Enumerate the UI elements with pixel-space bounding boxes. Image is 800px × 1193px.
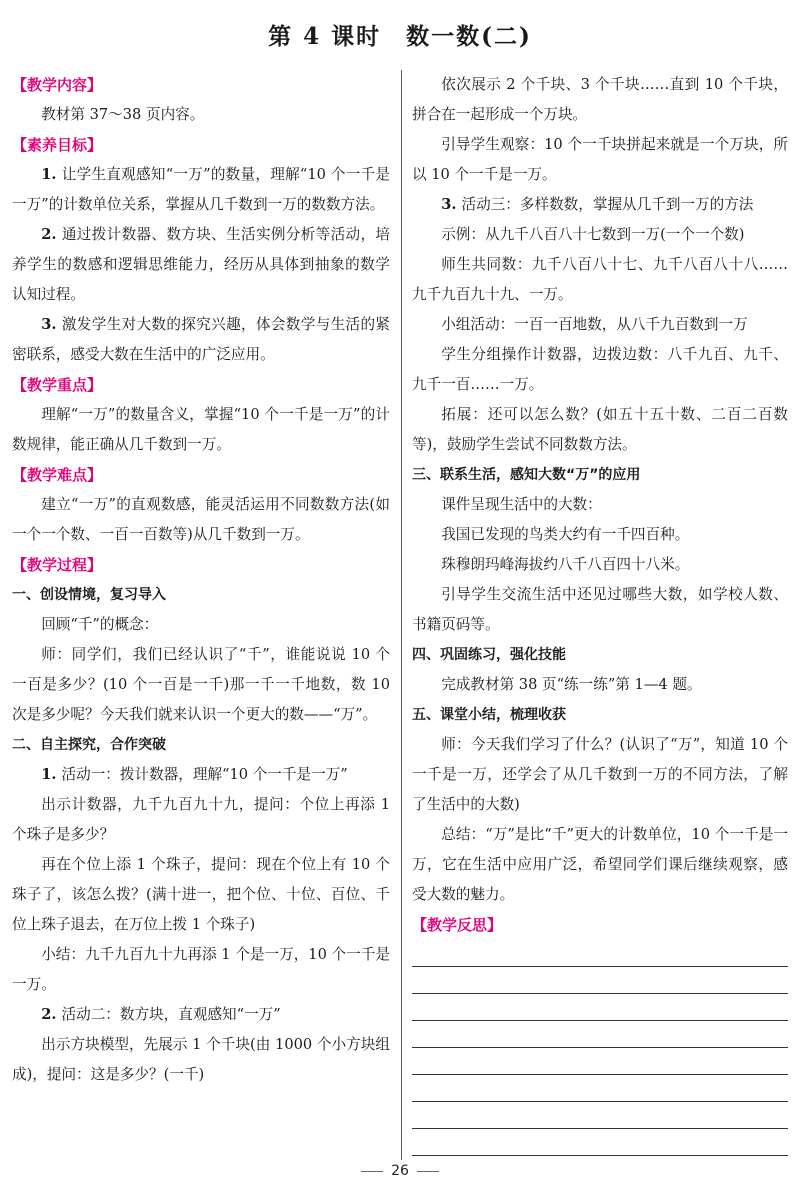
footer-dash-right xyxy=(417,1171,439,1172)
section-heading: 【教学内容】 xyxy=(12,76,103,94)
paragraph: 学生分组操作计数器，边拨边数：八千九百、九千、九千一百……一万。 xyxy=(412,346,788,393)
numbered-paragraph xyxy=(12,310,390,370)
page-title: 第 4 课时 数一数(二) xyxy=(268,23,532,50)
paragraph-text: 活动二：数方块，直观感知“一万” xyxy=(61,1006,281,1023)
paragraph: 师生共同数：九千八百八十七、九千八百八十八……九千九百九十九、一万。 xyxy=(412,256,788,303)
item-number: 3. xyxy=(41,316,62,333)
paragraph: 示例：从九千八百八十七数到一万(一个一个数) xyxy=(441,226,745,243)
paragraph: 小结：九千九百九十九再添 1 个是一万，10 个一千是一万。 xyxy=(12,946,390,993)
paragraph: 珠穆朗玛峰海拔约八千八百四十八米。 xyxy=(441,556,690,573)
paragraph: 课件呈现生活中的大数： xyxy=(441,496,602,513)
paragraph: 完成教材第 38 页“练一练”第 1—4 题。 xyxy=(441,676,702,693)
item-number: 2. xyxy=(41,1006,62,1023)
step-heading: 一、创设情境，复习导入 xyxy=(12,587,166,603)
paragraph-text: 让学生直观感知“一万”的数量，理解“10 个一千是一万”的计数单位关系，掌握从几千数到一万的数数方法。 xyxy=(12,166,390,213)
section-heading: 【教学重点】 xyxy=(12,376,103,394)
paragraph-text: 通过拨计数器、数方块、生活实例分析等活动，培养学生的数感和逻辑思维能力，经历从具体到抽象的数学认知过程。 xyxy=(12,226,390,303)
paragraph: 总结：“万”是比“千”更大的计数单位，10 个一千是一万，它在生活中应用广泛，希望同学们课后继续观察，感受大数的魅力。 xyxy=(412,826,788,903)
paragraph-text: 活动三：多样数数，掌握从几千到一万的方法 xyxy=(461,196,754,213)
writing-line xyxy=(412,1047,788,1048)
writing-line xyxy=(412,993,788,994)
section-heading: 【素养目标】 xyxy=(12,136,103,154)
numbered-paragraph xyxy=(12,160,390,220)
section-heading: 【教学反思】 xyxy=(412,916,503,934)
footer-dash-left xyxy=(361,1171,383,1172)
left-column xyxy=(12,70,390,1090)
step-heading: 五、课堂小结，梳理收获 xyxy=(412,707,566,723)
step-heading: 四、巩固练习，强化技能 xyxy=(412,647,566,663)
paragraph-text: 活动一：拨计数器，理解“10 个一千是一万” xyxy=(61,766,348,783)
numbered-paragraph xyxy=(12,1000,390,1030)
item-number: 3. xyxy=(441,196,462,213)
numbered-paragraph xyxy=(12,760,390,790)
item-number: 2. xyxy=(41,226,62,243)
step-heading: 三、联系生活，感知大数“万”的应用 xyxy=(412,467,641,483)
writing-line xyxy=(412,1155,788,1156)
numbered-paragraph xyxy=(412,190,788,220)
paragraph: 引导学生观察：10 个一千块拼起来就是一个万块，所以 10 个一千是一万。 xyxy=(412,136,788,183)
numbered-paragraph xyxy=(12,220,390,310)
paragraph: 我国已发现的鸟类大约有一千四百种。 xyxy=(441,526,690,543)
paragraph: 师：今天我们学习了什么？(认识了“万”，知道 10 个一千是一万，还学会了从几千数到一万的不同方法，了解了生活中的大数) xyxy=(412,736,788,813)
paragraph: 出示计数器，九千九百九十九，提问：个位上再添 1 个珠子是多少？ xyxy=(12,796,390,843)
paragraph: 师：同学们，我们已经认识了“千”，谁能说说 10 个一百是多少？(10 个一百是一千)那一千一千地数，数 10 次是多少呢？今天我们就来认识一个更大的数——“万”。 xyxy=(12,646,390,723)
page-number: 26 xyxy=(391,1163,409,1179)
page-number-footer xyxy=(0,1163,800,1179)
item-number: 1. xyxy=(41,166,62,183)
writing-line xyxy=(412,966,788,967)
paragraph: 小组活动：一百一百地数，从八千九百数到一万 xyxy=(441,316,748,333)
writing-line xyxy=(412,1074,788,1075)
paragraph: 出示方块模型，先展示 1 个千块(由 1000 个小方块组成)，提问：这是多少？(一千) xyxy=(12,1036,390,1083)
paragraph: 建立“一万”的直观数感，能灵活运用不同数数方法(如一个一个数、一百一百数等)从几千数到一万。 xyxy=(12,496,390,543)
writing-line xyxy=(412,1128,788,1129)
paragraph: 引导学生交流生活中还见过哪些大数，如学校人数、书籍页码等。 xyxy=(412,586,788,633)
paragraph: 拓展：还可以怎么数？(如五十五十数、二百二百数等)，鼓励学生尝试不同数数方法。 xyxy=(412,406,788,453)
paragraph: 再在个位上添 1 个珠子，提问：现在个位上有 10 个珠子了，该怎么拨？(满十进一，把个位、十位、百位、千位上珠子退去，在万位上拨 1 个珠子) xyxy=(12,856,390,933)
right-column xyxy=(412,70,788,1156)
item-number: 1. xyxy=(41,766,62,783)
reflection-lines xyxy=(412,966,788,1156)
paragraph: 教材第 37～38 页内容。 xyxy=(41,106,205,123)
paragraph: 理解“一万”的数量含义，掌握“10 个一千是一万”的计数规律，能正确从几千数到一万。 xyxy=(12,406,390,453)
column-divider xyxy=(401,70,402,1160)
section-heading: 【教学过程】 xyxy=(12,556,103,574)
paragraph: 依次展示 2 个千块、3 个千块……直到 10 个千块，拼合在一起形成一个万块。 xyxy=(412,76,788,123)
paragraph: 回顾“千”的概念： xyxy=(41,616,159,633)
step-heading: 二、自主探究，合作突破 xyxy=(12,737,166,753)
writing-line xyxy=(412,1020,788,1021)
section-heading: 【教学难点】 xyxy=(12,466,103,484)
writing-line xyxy=(412,1101,788,1102)
paragraph-text: 激发学生对大数的探究兴趣，体会数学与生活的紧密联系，感受大数在生活中的广泛应用。 xyxy=(12,316,390,363)
